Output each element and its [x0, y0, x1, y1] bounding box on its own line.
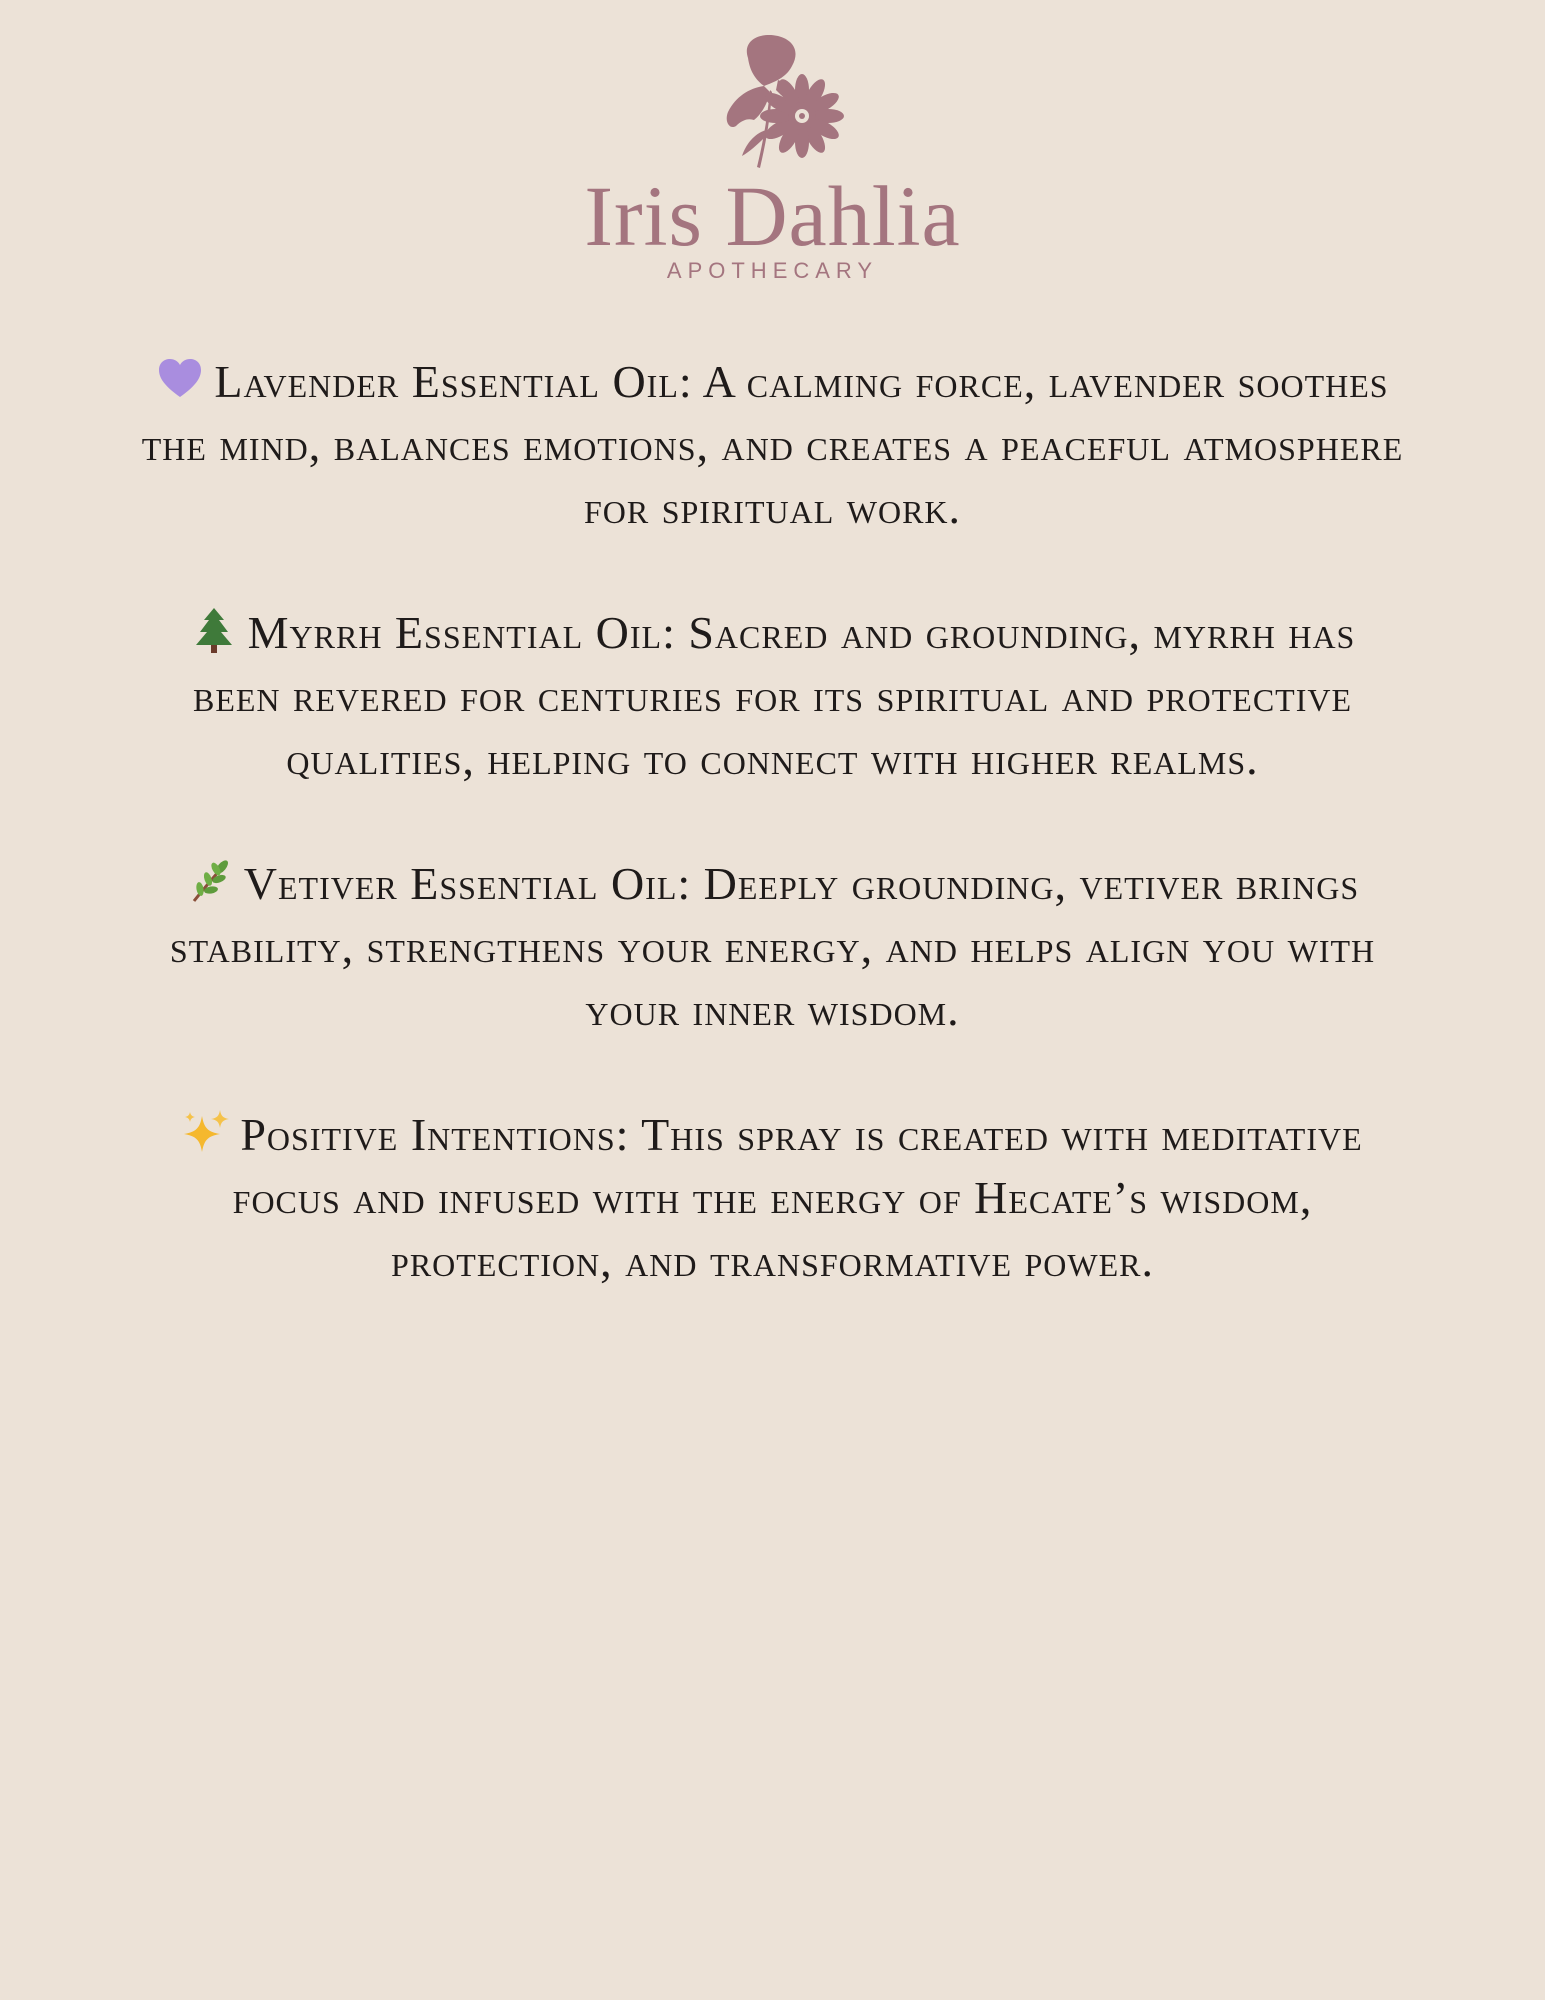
purple-heart-icon	[156, 355, 204, 403]
herb-sprig-icon	[186, 857, 234, 905]
paragraph-lavender	[140, 350, 1405, 539]
evergreen-tree-icon	[190, 606, 238, 654]
paragraph-text: Vetiver Essential Oil: Deeply grounding, vetiver brings stability, strengthens your energy, and helps align you with your inner wisdom.	[169, 858, 1376, 1035]
paragraph-text: Myrrh Essential Oil: Sacred and grounding, myrrh has been revered for centuries for its spiritual and protective qualities, helping to connect with higher realms.	[192, 607, 1356, 784]
brand-logo	[0, 30, 1545, 290]
paragraph-text: Positive Intentions: This spray is created with meditative focus and infused with the energy of Hecate’s wisdom, protection, and transformative power.	[232, 1109, 1363, 1286]
paragraph-text: Lavender Essential Oil: A calming force, lavender soothes the mind, balances emotions, and creates a peaceful atmosphere for spiritual work.	[141, 356, 1404, 533]
brand-name: Iris Dahlia	[584, 168, 961, 264]
paragraph-myrrh	[140, 601, 1405, 790]
sparkles-icon	[182, 1108, 230, 1156]
paragraph-vetiver	[140, 852, 1405, 1041]
paragraph-intentions	[140, 1103, 1405, 1292]
ingredients-list	[140, 350, 1405, 1354]
brand-subtitle: APOTHECARY	[666, 258, 879, 283]
iris-dahlia-flower-icon	[690, 30, 850, 170]
